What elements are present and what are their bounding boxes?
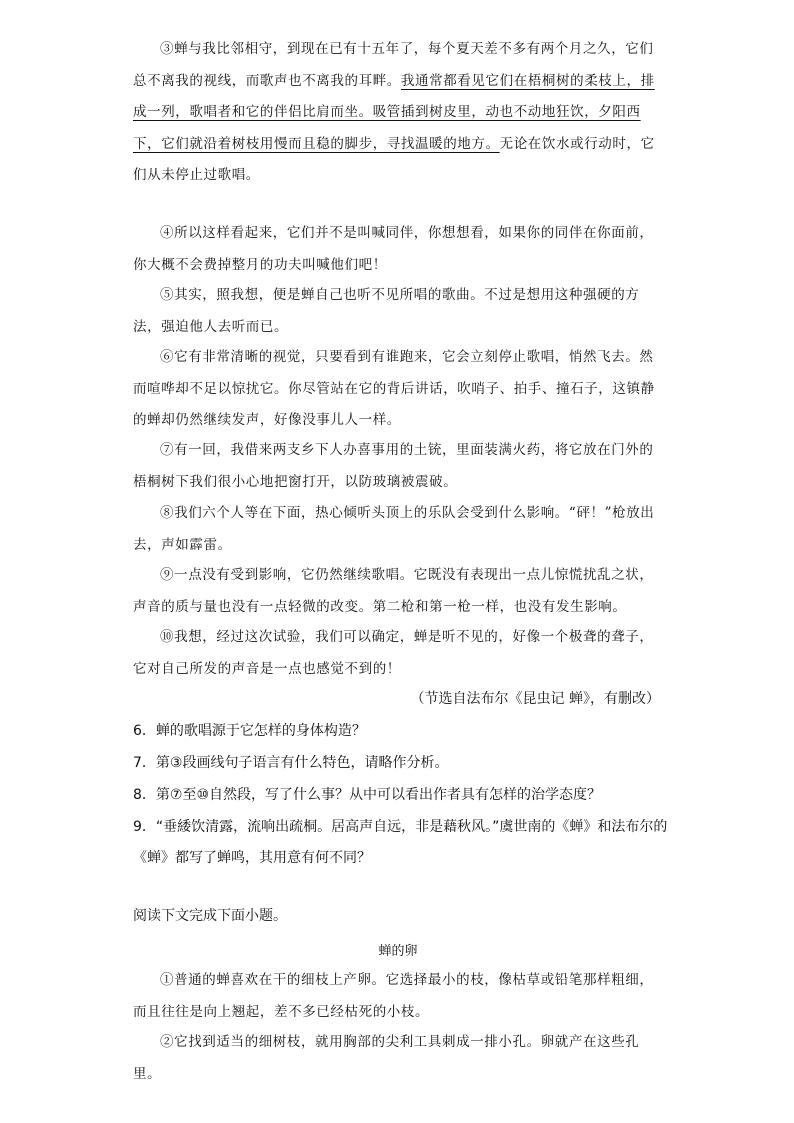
paragraph-6: ⑥它有非常清晰的视觉，只要看到有谁跑来，它会立刻停止歌唱，悄然飞去。然而喧哗却不足以惊扰它。你尽管站在它的背后讲话，吹哨子、拍手、撞石子，这镇静的蝉却仍然继续发声，好像没事儿人一样。 xyxy=(133,349,655,428)
paragraph-8: ⑧我们六个人等在下面，热心倾听头顶上的乐队会受到什么影响。“砰！”枪放出去，声如霹雷。 xyxy=(133,505,655,553)
paragraph-5: ⑤其实，照我想，便是蝉自己也听不见所唱的歌曲。不过是想用这种强硬的方法，强迫他人去听而已。 xyxy=(133,287,640,335)
question-6: 6．蝉的歌唱源于它怎样的身体构造？ xyxy=(133,723,366,739)
paragraph-3 xyxy=(133,34,663,192)
paragraph-3-underlined-sentence: 我通常都看见它们在梧桐树的柔枝上，排成一列，歌唱者和它的伴侣比肩而坐。吸管插到树皮里，动也不动地狂饮，夕阳西下，它们就沿着树枝用慢而且稳的脚步，寻找温暖的地方。 xyxy=(133,72,655,152)
reading-instruction: 阅读下文完成下面小题。 xyxy=(133,908,287,924)
paragraph-9: ⑨一点没有受到影响，它仍然继续歌唱。它既没有表现出一点儿惊慌扰乱之状，声音的质与量也没有一点轻微的改变。第二枪和第一枪一样，也没有发生影响。 xyxy=(133,567,654,615)
paragraph-7: ⑦有一回，我借来两支乡下人办喜事用的土铳，里面装满火药，将它放在门外的梧桐树下我们很小心地把窗打开，以防玻璃被震破。 xyxy=(133,442,654,490)
passage2-paragraph-1: ①普通的蝉喜欢在干的细枝上产卵。它选择最小的枝，像枯草或铅笔那样粗细，而且往往是向上翘起，差不多已经枯死的小枝。 xyxy=(133,972,654,1020)
paragraph-4: ④所以这样看起来，它们并不是叫喊同伴，你想想看，如果你的同伴在你面前，你大概不会费掉整月的功夫叫喊他们吧！ xyxy=(133,225,654,273)
question-7: 7．第③段画线句子语言有什么特色，请略作分析。 xyxy=(133,755,449,771)
passage-title: 蝉的卵 xyxy=(378,944,418,959)
source-citation: （节选自法布尔《昆虫记 蝉》，有删改） xyxy=(410,691,660,707)
passage2-paragraph-2: ②它找到适当的细树枝，就用胸部的尖利工具刺成一排小孔。卵就产在这些孔里。 xyxy=(133,1034,640,1082)
question-8: 8．第⑦至⑩自然段，写了什么事？从中可以看出作者具有怎样的治学态度？ xyxy=(133,787,602,803)
paragraph-3-text-b: 无论在饮水或行动时，它们从未停止过歌唱。 xyxy=(133,135,655,183)
paragraph-3-text-a: ③蝉与我比邻相守，到现在已有十五年了，每个夏天差不多有两个月之久，它们总不离我的视线，而歌声也不离我的耳畔。 xyxy=(133,41,654,89)
paragraph-10: ⑩我想，经过这次试验，我们可以确定，蝉是听不见的，好像一个极聋的聋子，它对自己所发的声音是一点也感觉不到的！ xyxy=(133,629,654,677)
question-9: 9．“垂緌饮清露，流响出疏桐。居高声自远，非是藉秋风。”虞世南的《蝉》和法布尔的《蝉》都写了蝉鸣，其用意有何不同？ xyxy=(133,819,668,866)
